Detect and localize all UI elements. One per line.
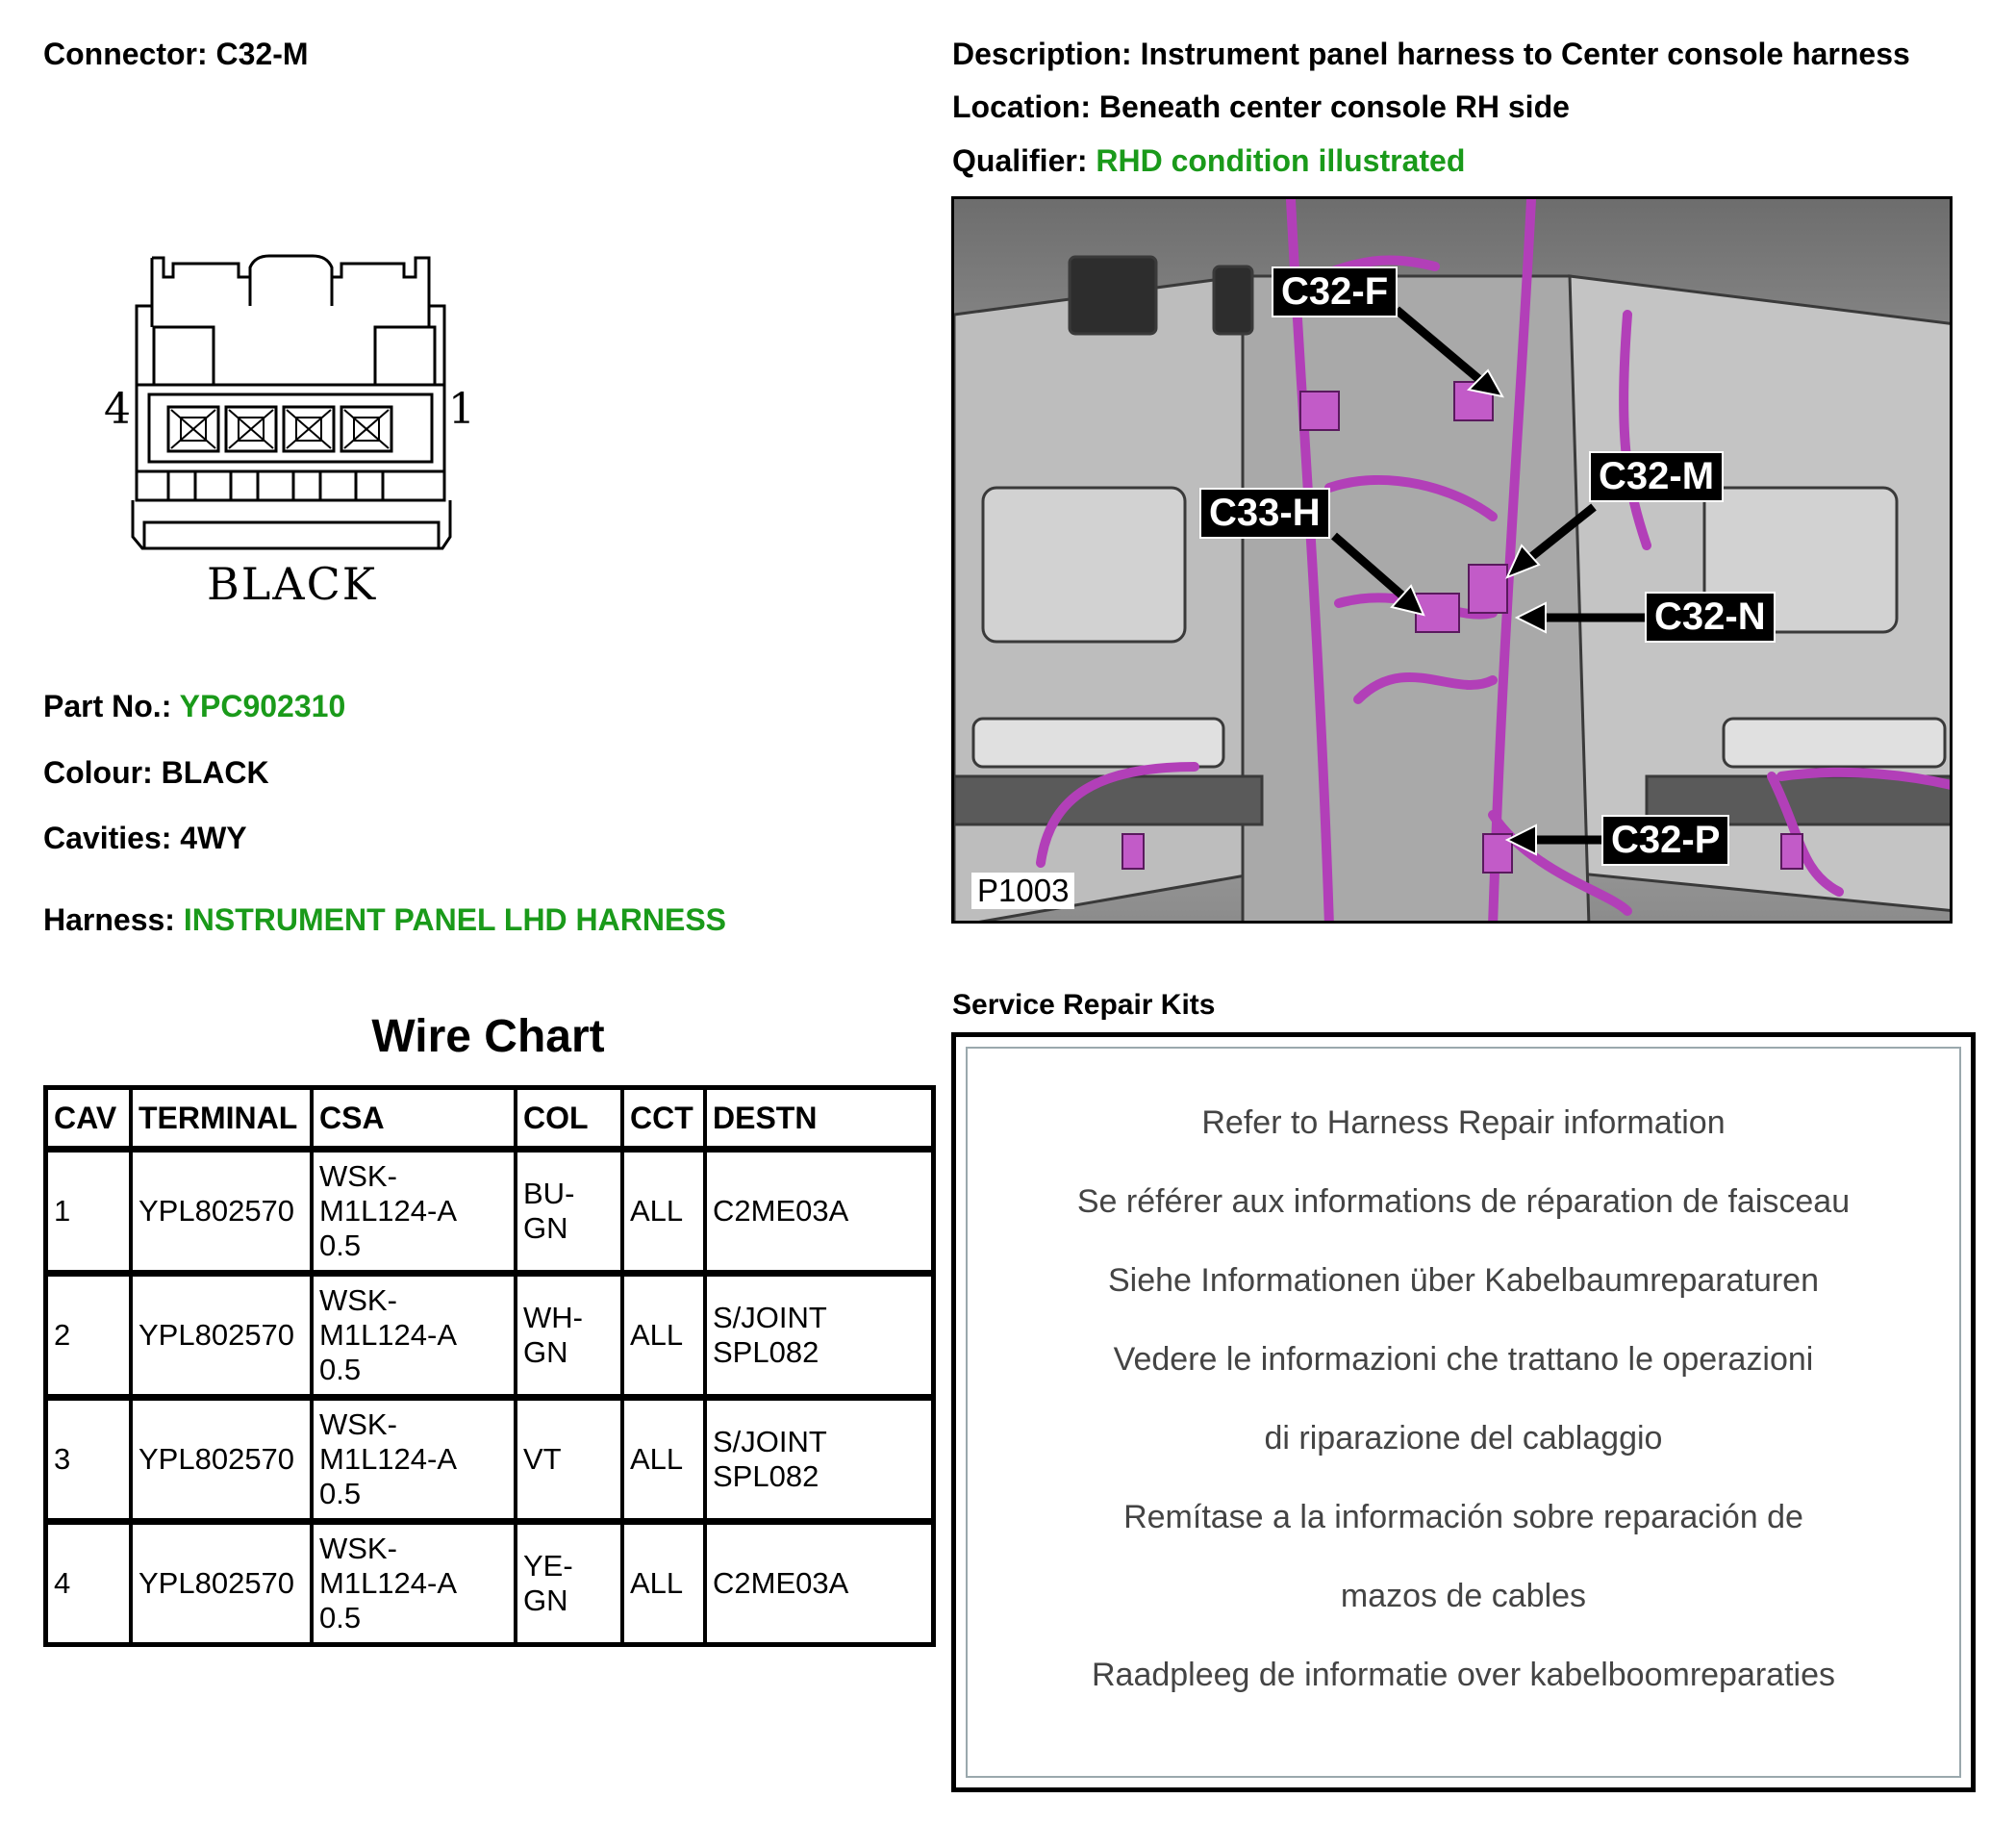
repair-line-es-2: mazos de cables [1340, 1578, 1587, 1614]
harness-label: Harness: [43, 902, 175, 937]
description-label: Description: [952, 37, 1132, 71]
cell-csa-line: WSK- [319, 1159, 397, 1193]
repair-line-fr: Se référer aux informations de réparation de faisceau [1076, 1183, 1851, 1220]
vehicle-floor-illustration [954, 199, 1953, 924]
table-row [46, 1274, 934, 1398]
cell-csa-line: 0.5 [319, 1477, 362, 1510]
wire-chart-body [46, 1150, 934, 1645]
service-repair-kits-box [951, 1032, 1976, 1792]
cell-col [516, 1522, 622, 1645]
wire-chart-title: Wire Chart [371, 1011, 605, 1062]
cell-destn [705, 1274, 934, 1398]
cell-csa-line: M1L124-A [319, 1194, 458, 1228]
repair-line-it-2: di riparazione del cablaggio [1264, 1420, 1663, 1457]
cell-csa-line: WSK- [319, 1283, 397, 1317]
cell-cct: ALL [622, 1150, 705, 1274]
cell-destn-line: S/JOINT [713, 1301, 827, 1334]
callout-c32-p: C32-P [1601, 815, 1729, 866]
callout-c32-m: C32-M [1589, 451, 1724, 502]
connector-label: Connector: [43, 37, 208, 71]
qualifier-label: Qualifier: [952, 143, 1088, 178]
cell-csa-line: M1L124-A [319, 1566, 458, 1600]
cell-col [516, 1150, 622, 1274]
cell-cav: 3 [46, 1398, 132, 1522]
header-csa: CSA [312, 1088, 516, 1150]
cell-destn-line: SPL082 [713, 1335, 819, 1369]
repair-line-it-1: Vedere le informazioni che trattano le operazioni [1113, 1341, 1814, 1378]
cell-destn-line: SPL082 [713, 1459, 819, 1493]
table-row [46, 1398, 934, 1522]
description-line [952, 37, 1910, 72]
repair-line-en: Refer to Harness Repair information [1201, 1104, 1726, 1141]
cell-col-line: GN [523, 1335, 568, 1369]
qualifier-value: RHD condition illustrated [1096, 143, 1466, 178]
cell-terminal: YPL802570 [131, 1522, 312, 1645]
header-cav: CAV [46, 1088, 132, 1150]
cell-cct: ALL [622, 1398, 705, 1522]
wire-chart-table [43, 1085, 936, 1647]
location-value: Beneath center console RH side [1098, 89, 1570, 124]
cell-csa [312, 1398, 516, 1522]
connector-colour-label: BLACK [207, 558, 378, 610]
cell-csa-line: WSK- [319, 1532, 397, 1565]
location-label: Location: [952, 89, 1091, 124]
connector-value: C32-M [215, 37, 309, 71]
part-number-line [43, 689, 345, 724]
cell-csa [312, 1274, 516, 1398]
cell-csa-line: WSK- [319, 1407, 397, 1441]
cell-col-line: GN [523, 1211, 568, 1245]
part-number-value[interactable]: YPC902310 [179, 689, 346, 723]
qualifier-line [952, 143, 1465, 179]
callout-c32-f: C32-F [1272, 266, 1398, 317]
table-header-row [46, 1088, 934, 1150]
header-terminal: TERMINAL [131, 1088, 312, 1150]
cell-cav: 1 [46, 1150, 132, 1274]
description-value: Instrument panel harness to Center console harness [1140, 37, 1910, 71]
colour-value: BLACK [161, 755, 269, 790]
colour-line [43, 755, 269, 791]
cell-csa-line: 0.5 [319, 1353, 362, 1386]
cell-col [516, 1398, 622, 1522]
cell-destn-line: C2ME03A [713, 1566, 849, 1600]
cavities-value: 4WY [180, 821, 247, 855]
cell-col-line: YE- [523, 1549, 573, 1583]
cell-terminal: YPL802570 [131, 1398, 312, 1522]
repair-line-es-1: Remítase a la información sobre reparación de [1123, 1499, 1803, 1535]
cavities-line [43, 821, 247, 856]
cell-col-line: WH- [523, 1301, 583, 1334]
cell-cav: 4 [46, 1522, 132, 1645]
cell-csa-line: 0.5 [319, 1601, 362, 1634]
cell-col-line: VT [523, 1442, 562, 1476]
header-col: COL [516, 1088, 622, 1150]
image-reference-code: P1003 [971, 873, 1074, 909]
cell-csa-line: M1L124-A [319, 1442, 458, 1476]
header-destn: DESTN [705, 1088, 934, 1150]
cell-col [516, 1274, 622, 1398]
cell-terminal: YPL802570 [131, 1274, 312, 1398]
location-line [952, 89, 1570, 125]
cell-cct: ALL [622, 1274, 705, 1398]
harness-line [43, 902, 726, 938]
table-row [46, 1150, 934, 1274]
cell-csa [312, 1150, 516, 1274]
repair-line-de: Siehe Informationen über Kabelbaumreparaturen [1107, 1262, 1820, 1299]
table-row [46, 1522, 934, 1645]
cell-destn [705, 1398, 934, 1522]
callout-c33-h: C33-H [1199, 488, 1330, 539]
harness-value[interactable]: INSTRUMENT PANEL LHD HARNESS [183, 902, 727, 937]
cavities-label: Cavities: [43, 821, 172, 855]
cell-destn-line: C2ME03A [713, 1194, 849, 1228]
pin-number-right: 1 [448, 385, 475, 434]
service-repair-inner-frame [966, 1047, 1961, 1778]
cell-destn [705, 1150, 934, 1274]
colour-label: Colour: [43, 755, 153, 790]
service-repair-kits-title: Service Repair Kits [952, 989, 1216, 1021]
connector-line [43, 37, 309, 72]
repair-line-nl: Raadpleeg de informatie over kabelboomreparaties [1091, 1657, 1836, 1693]
cell-col-line: BU- [523, 1177, 575, 1210]
cell-destn [705, 1522, 934, 1645]
cell-destn-line: S/JOINT [713, 1425, 827, 1458]
cell-cct: ALL [622, 1522, 705, 1645]
header-cct: CCT [622, 1088, 705, 1150]
cell-csa-line: M1L124-A [319, 1318, 458, 1352]
cell-col-line: GN [523, 1583, 568, 1617]
cell-cav: 2 [46, 1274, 132, 1398]
cell-csa-line: 0.5 [319, 1229, 362, 1262]
part-number-label: Part No.: [43, 689, 172, 723]
cell-terminal: YPL802570 [131, 1150, 312, 1274]
cell-csa [312, 1522, 516, 1645]
connector-location-image [951, 196, 1953, 924]
callout-c32-n: C32-N [1645, 592, 1776, 643]
pin-number-left: 4 [104, 385, 131, 434]
